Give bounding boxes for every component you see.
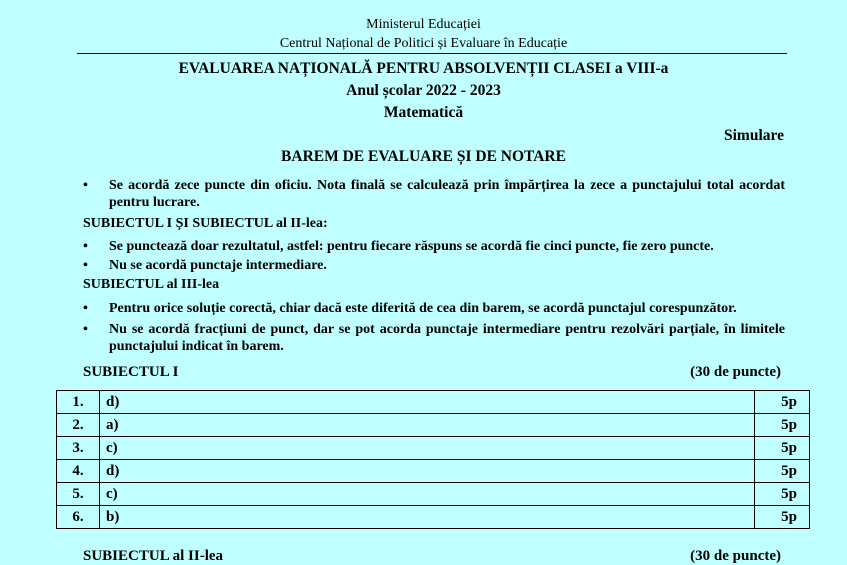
item-number: 2.	[57, 414, 100, 437]
item-score: 5p	[755, 460, 810, 483]
table-row	[57, 460, 810, 483]
item-number: 5.	[57, 483, 100, 506]
subiectul-2-title: SUBIECTUL al II-lea	[83, 548, 224, 564]
center-name: Centrul Național de Politici și Evaluare în Educație	[279, 36, 568, 51]
item-score: 5p	[755, 437, 810, 460]
bullet-icon: •	[83, 301, 88, 316]
bullet-icon: •	[83, 258, 88, 273]
item-answer: d)	[100, 391, 755, 414]
section-3-rule-2	[83, 321, 785, 355]
subject-name: Matematică	[383, 104, 464, 121]
section-1-2-rule-1	[83, 238, 785, 255]
bullet-icon: •	[83, 239, 88, 254]
bullet-icon: •	[83, 322, 88, 337]
school-year: Anul școlar 2022 - 2023	[346, 82, 501, 99]
simulation-label: Simulare	[724, 127, 784, 144]
section-1-2-heading: SUBIECTUL I ȘI SUBIECTUL al II-lea:	[83, 216, 328, 231]
table-row	[57, 483, 810, 506]
table-row	[57, 506, 810, 529]
subiectul-1-answer-table	[56, 390, 810, 529]
item-score: 5p	[755, 414, 810, 437]
exam-title: EVALUAREA NAȚIONALĂ PENTRU ABSOLVENȚII CLASEI a VIII-a	[178, 60, 669, 77]
item-answer: b)	[100, 506, 755, 529]
item-number: 4.	[57, 460, 100, 483]
section-3-rule-1-text: Pentru orice soluție corectă, chiar dacă este diferită de cea din barem, se acordă punctajul corespunzător.	[109, 301, 737, 316]
subiectul-1-points: (30 de puncte)	[690, 364, 781, 380]
subiectul-1-heading	[83, 364, 781, 381]
item-number: 3.	[57, 437, 100, 460]
subiectul-1-title: SUBIECTUL I	[83, 364, 179, 380]
table-row	[57, 391, 810, 414]
table-row	[57, 437, 810, 460]
item-score: 5p	[755, 391, 810, 414]
item-number: 1.	[57, 391, 100, 414]
ministry-name: Ministerul Educației	[366, 17, 481, 32]
item-answer: d)	[100, 460, 755, 483]
section-1-2-rule-2-text: Nu se acordă punctaje intermediare.	[109, 258, 327, 273]
table-row	[57, 414, 810, 437]
section-3-heading: SUBIECTUL al III-lea	[83, 277, 220, 292]
item-score: 5p	[755, 506, 810, 529]
general-rule-1-text: Se acordă zece puncte din oficiu. Nota finală se calculează prin împărțirea la zece a punctajului total acordat pentru lucrare.	[109, 178, 785, 210]
section-1-2-rule-1-text: Se punctează doar rezultatul, astfel: pentru fiecare răspuns se acordă fie cinci puncte, fie zero puncte.	[109, 239, 714, 254]
item-answer: c)	[100, 483, 755, 506]
item-answer: c)	[100, 437, 755, 460]
general-rule-1	[83, 177, 785, 211]
section-3-rule-1	[83, 300, 785, 317]
item-number: 6.	[57, 506, 100, 529]
item-answer: a)	[100, 414, 755, 437]
subiectul-2-heading	[83, 548, 781, 565]
bullet-icon: •	[83, 178, 88, 193]
subiectul-2-points: (30 de puncte)	[690, 548, 781, 564]
header-divider	[77, 53, 787, 54]
section-1-2-rule-2	[83, 257, 785, 274]
item-score: 5p	[755, 483, 810, 506]
barem-title: BAREM DE EVALUARE ȘI DE NOTARE	[281, 148, 566, 165]
section-3-rule-2-text: Nu se acordă fracțiuni de punct, dar se pot acorda punctaje intermediare pentru rezolvări parțiale, în limitele punctajului indicat în barem.	[109, 322, 785, 354]
